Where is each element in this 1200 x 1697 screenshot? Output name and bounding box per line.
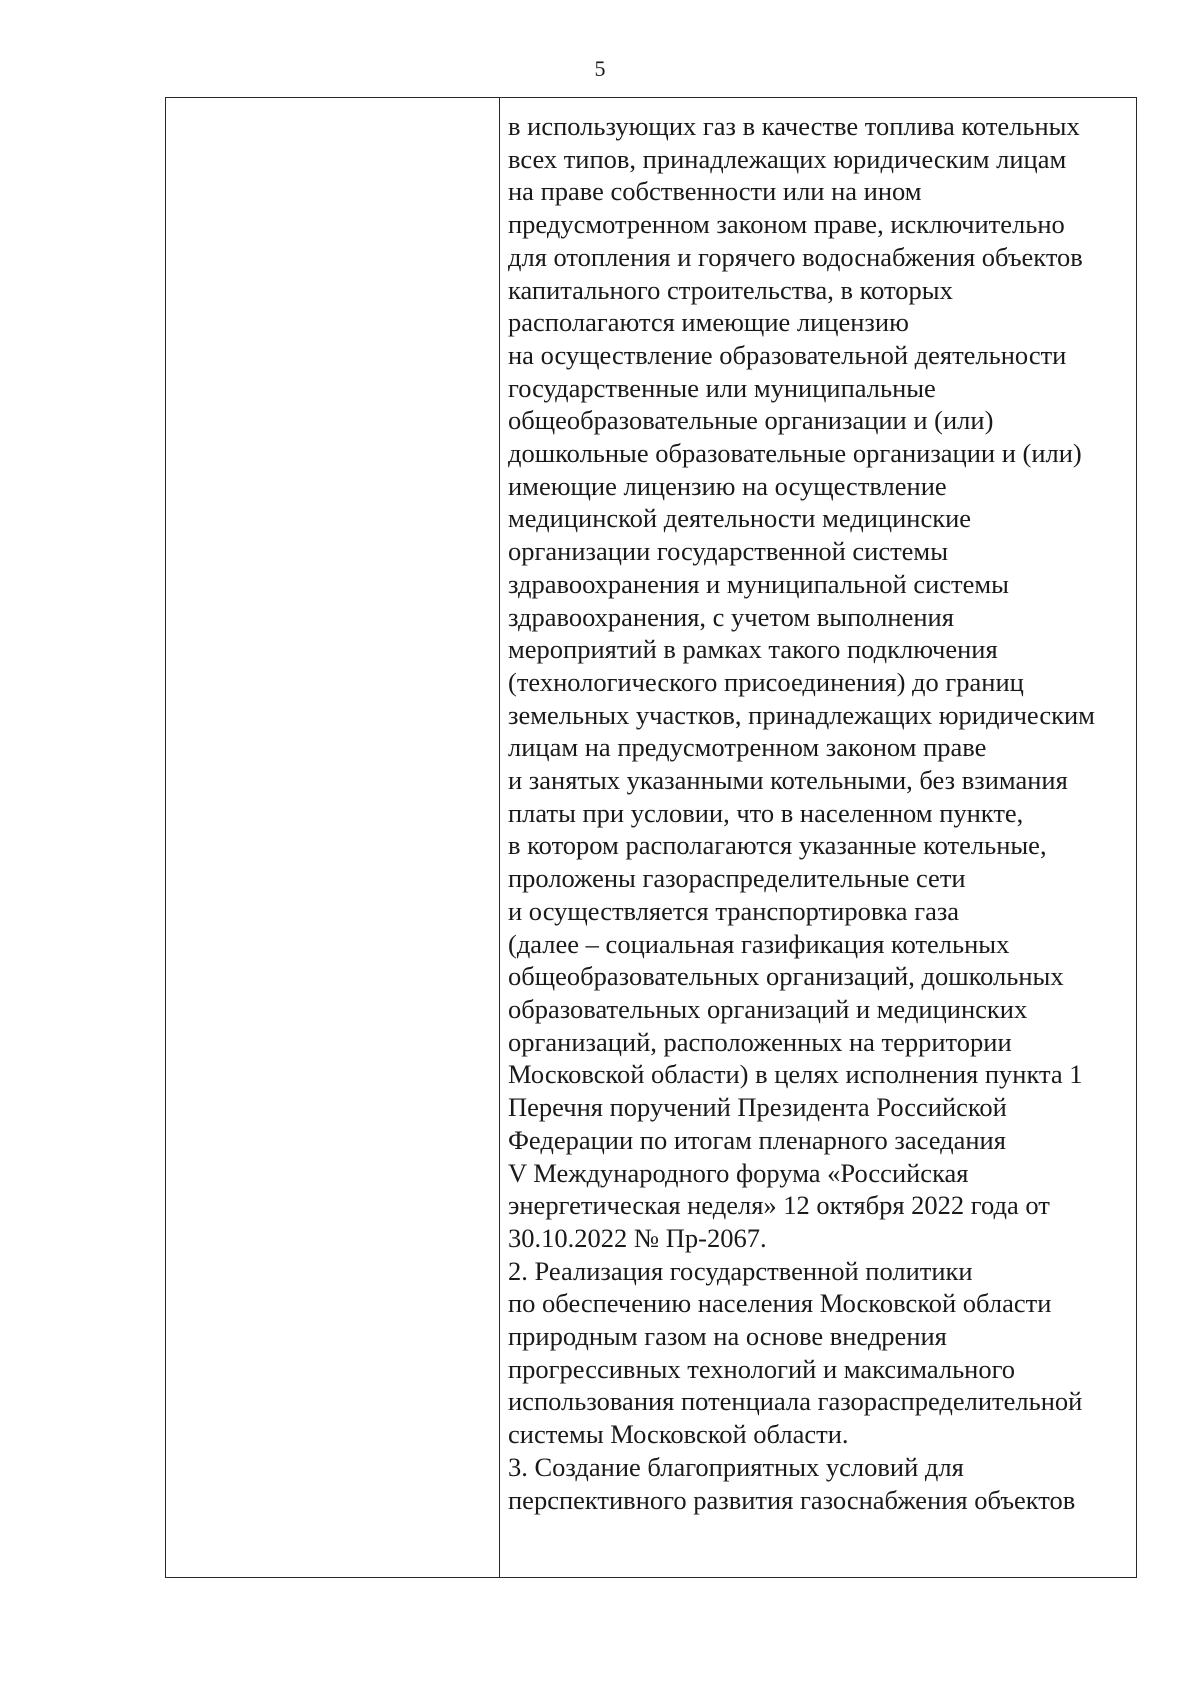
text-line: здравоохранения, с учетом выполнения (508, 601, 954, 632)
text-line: в котором располагаются указанные котельные, (508, 830, 1047, 861)
page-number: 5 (594, 56, 606, 81)
document-table (165, 97, 1137, 1578)
text-line: прогрессивных технологий и максимального (508, 1353, 1016, 1384)
text-line: Федерации по итогам пленарного заседания (508, 1124, 1006, 1155)
text-line: (далее – социальная газификация котельных (508, 928, 1010, 959)
text-line: общеобразовательные организации и (или) (508, 405, 994, 436)
table-cell-right (500, 98, 1137, 1578)
table-row (166, 98, 1137, 1578)
text-line: (технологического присоединения) до границ (508, 666, 1024, 697)
text-line: земельных участков, принадлежащих юридическим (508, 699, 1095, 730)
text-line: по обеспечению населения Московской области (508, 1288, 1052, 1319)
text-line: предусмотренном законом праве, исключительно (508, 209, 1065, 240)
text-line: организации государственной системы (508, 536, 949, 567)
text-line: системы Московской области. (508, 1419, 849, 1450)
text-line: и осуществляется транспортировка газа (508, 895, 960, 926)
text-line: природным газом на основе внедрения (508, 1321, 947, 1352)
text-line: на осуществление образовательной деятельности (508, 339, 1067, 370)
text-line: платы при условии, что в населенном пункте, (508, 797, 1024, 828)
text-line: располагаются имеющие лицензию (508, 307, 909, 338)
text-line: образовательных организаций и медицинских (508, 993, 1028, 1024)
text-line: 2. Реализация государственной политики (508, 1255, 973, 1286)
table-cell-left (166, 98, 500, 1578)
text-line: лицам на предусмотренном законом праве (508, 732, 987, 763)
text-line: капитального строительства, в которых (508, 274, 953, 305)
text-line: государственные или муниципальные (508, 372, 936, 403)
text-line: дошкольные образовательные организации и (или) (508, 438, 1082, 469)
text-line: 30.10.2022 № Пр-2067. (508, 1222, 767, 1253)
text-line: 3. Создание благоприятных условий для (508, 1451, 964, 1482)
text-line: всех типов, принадлежащих юридическим лицам (508, 143, 1067, 174)
text-line: мероприятий в рамках такого подключения (508, 634, 998, 665)
text-line: использования потенциала газораспределительной (508, 1386, 1083, 1417)
text-line: на праве собственности или на ином (508, 176, 922, 207)
text-line: в использующих газ в качестве топлива котельных (508, 111, 1080, 141)
text-line: проложены газораспределительные сети (508, 863, 966, 894)
cell-text-block (508, 110, 1136, 1516)
text-line: энергетическая неделя» 12 октября 2022 года от (508, 1190, 1050, 1221)
text-line: организаций, расположенных на территории (508, 1026, 1012, 1057)
text-line: медицинской деятельности медицинские (508, 503, 972, 534)
text-line: Московской области) в целях исполнения пункта 1 (508, 1059, 1083, 1090)
text-line: здравоохранения и муниципальной системы (508, 568, 1009, 599)
text-line: перспективного развития газоснабжения объектов (508, 1484, 1076, 1515)
text-line: V Международного форума «Российская (508, 1157, 969, 1188)
text-line: для отопления и горячего водоснабжения объектов (508, 241, 1083, 272)
text-line: имеющие лицензию на осуществление (508, 470, 947, 501)
text-line: Перечня поручений Президента Российской (508, 1092, 1007, 1123)
text-line: и занятых указанными котельными, без взимания (508, 765, 1068, 796)
text-line: общеобразовательных организаций, дошкольных (508, 961, 1064, 992)
